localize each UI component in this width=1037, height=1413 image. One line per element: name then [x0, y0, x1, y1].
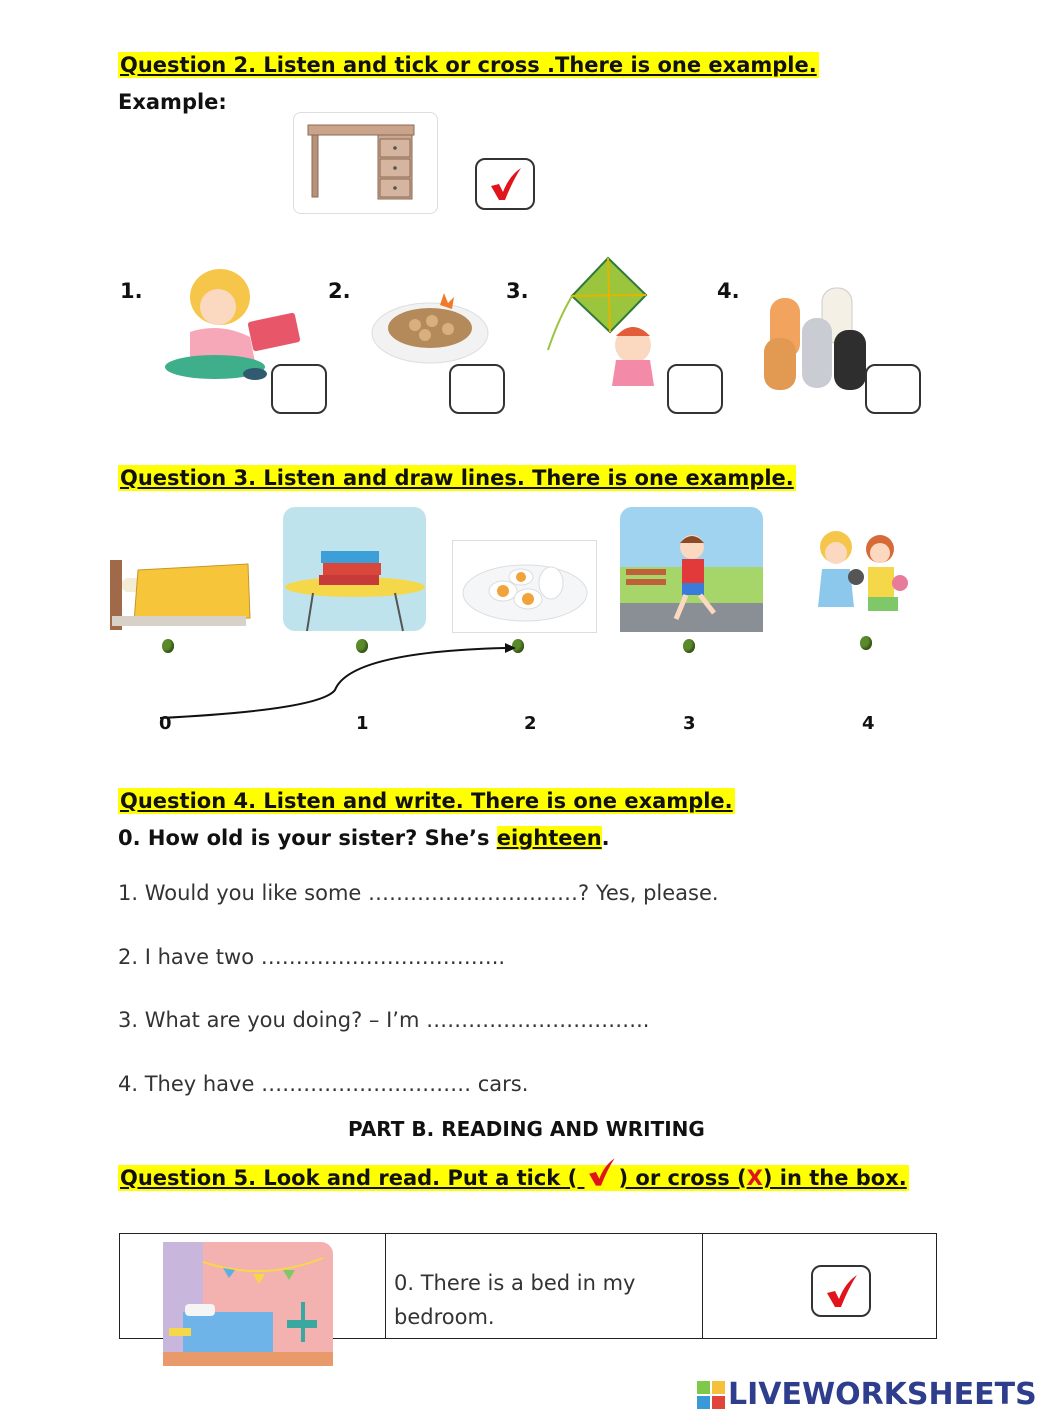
example-tick-box[interactable]	[475, 158, 535, 210]
question4-heading: Question 4. Listen and write. There is one example.	[120, 789, 733, 813]
logo-text: LIVEWORKSHEETS	[728, 1377, 1037, 1412]
q3-number: 3	[683, 713, 696, 734]
girl-kite-picture	[538, 250, 683, 388]
q4-example-answer: eighteen	[496, 826, 602, 850]
answer-box-4[interactable]	[865, 364, 921, 414]
food-plate-picture	[370, 283, 490, 368]
cross-symbol: X	[746, 1166, 763, 1190]
q5-row-text	[394, 1266, 636, 1334]
q3-number: 0	[159, 713, 172, 734]
boy-running-picture	[620, 507, 763, 632]
bed-picture	[108, 540, 253, 632]
example-label: Example:	[118, 90, 227, 114]
q5-heading-mid: ) or cross (	[618, 1166, 747, 1190]
q5-row-text-line: bedroom.	[394, 1305, 495, 1329]
q4-example-period: .	[601, 826, 610, 850]
q3-number: 1	[356, 713, 369, 734]
question3-heading: Question 3. Listen and draw lines. There is one example.	[120, 466, 794, 490]
question2-heading: Question 2. Listen and tick or cross .There is one example.	[120, 53, 817, 77]
liveworksheets-logo	[697, 1377, 1037, 1412]
q4-example-question: 0. How old is your sister? She’s	[118, 826, 497, 850]
picture-dot[interactable]	[683, 639, 695, 653]
q3-number: 4	[862, 713, 875, 734]
q4-line-3[interactable]: 3. What are you doing? – I’m …………………………..	[118, 1008, 650, 1032]
desk-picture	[293, 112, 438, 214]
q2-item-number: 1.	[120, 279, 143, 303]
answer-box-2[interactable]	[449, 364, 505, 414]
eggs-picture	[452, 540, 597, 633]
answer-box-3[interactable]	[667, 364, 723, 414]
tick-icon	[584, 1155, 618, 1189]
q4-line-4[interactable]: 4. They have ………………………… cars.	[118, 1072, 529, 1096]
q5-answer-box[interactable]	[811, 1265, 871, 1317]
q2-item-number: 3.	[506, 279, 529, 303]
q3-number: 2	[524, 713, 537, 734]
q2-item-number: 4.	[717, 279, 740, 303]
bedroom-picture	[163, 1242, 333, 1366]
liveworksheets-logo-icon	[697, 1381, 725, 1409]
q5-row-text-line: 0. There is a bed in my	[394, 1271, 636, 1295]
q4-example	[118, 826, 610, 850]
question5-heading	[118, 1165, 909, 1191]
q5-heading-end: ) in the box.	[762, 1166, 907, 1190]
answer-box-1[interactable]	[271, 364, 327, 414]
q2-item-number: 2.	[328, 279, 351, 303]
books-on-table-picture	[283, 507, 426, 631]
table-divider	[702, 1234, 703, 1338]
q5-heading-start: Question 5. Look and read. Put a tick (	[120, 1166, 585, 1190]
tick-icon	[485, 164, 525, 204]
tick-icon	[821, 1271, 861, 1311]
example-connecting-line	[150, 630, 530, 730]
table-divider	[385, 1234, 386, 1338]
children-with-dolls-picture	[788, 507, 931, 627]
arrow-head-icon	[505, 643, 516, 653]
part-b-title: PART B. READING AND WRITING	[348, 1117, 705, 1141]
q4-line-2[interactable]: 2. I have two ……………………………..	[118, 945, 506, 969]
cats-picture	[762, 278, 872, 390]
q4-line-1[interactable]: 1. Would you like some …………………………? Yes, please.	[118, 881, 719, 905]
picture-dot[interactable]	[860, 636, 872, 650]
